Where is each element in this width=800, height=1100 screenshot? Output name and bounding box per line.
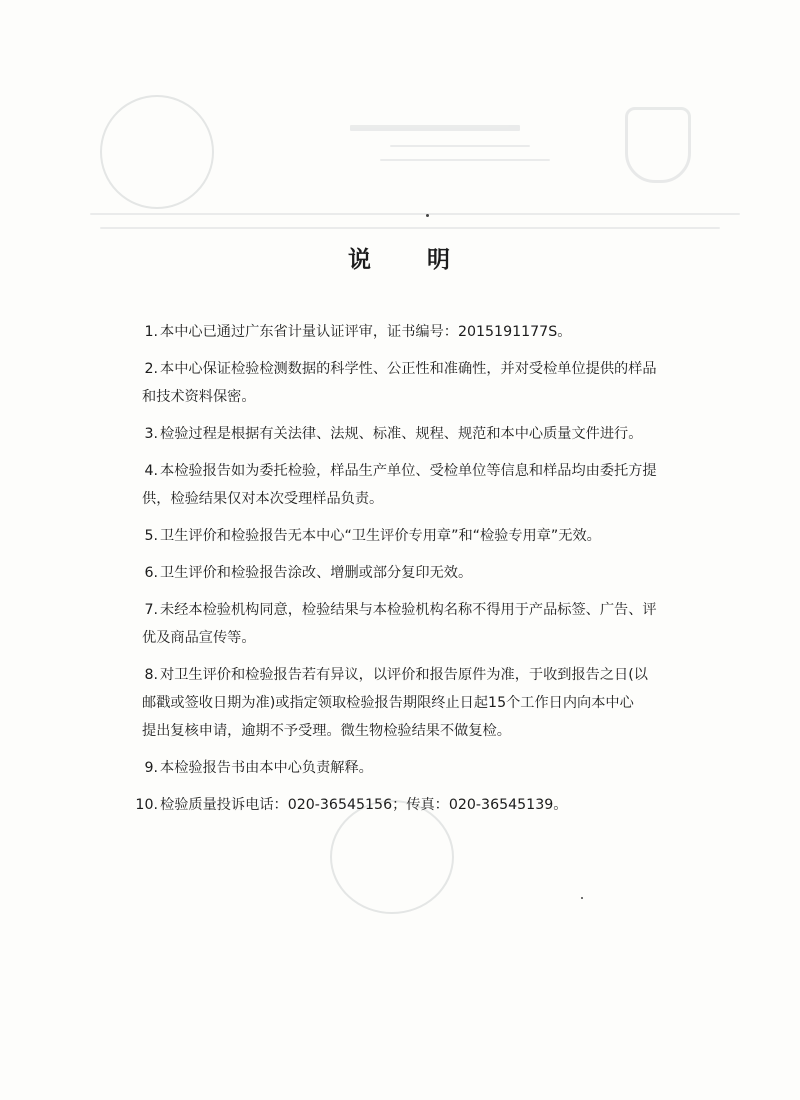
item-number: 3. — [144, 426, 158, 442]
list-item — [138, 596, 698, 652]
item-line: 供，检验结果仅对本次受理样品负责。 — [142, 491, 384, 507]
item-line: 卫生评价和检验报告无本中心“卫生评价专用章”和“检验专用章”无效。 — [160, 528, 601, 544]
page-title — [0, 241, 800, 274]
paper-speck — [426, 214, 429, 217]
item-line: 本中心已通过广东省计量认证评审，证书编号：2015191177S。 — [160, 324, 572, 340]
item-text — [160, 791, 698, 819]
item-text — [160, 522, 698, 550]
item-number: 9. — [144, 760, 158, 776]
emblem-icon — [625, 107, 691, 183]
list-item — [135, 791, 698, 819]
item-line: 本检验报告书由本中心负责解释。 — [160, 760, 373, 776]
list-item — [138, 457, 698, 513]
item-number: 7. — [144, 602, 158, 618]
item-number: 6. — [144, 565, 158, 581]
item-text — [160, 318, 698, 346]
item-line: 和技术资料保密。 — [142, 389, 256, 405]
item-text — [142, 355, 698, 411]
bleed-through-header — [90, 95, 740, 245]
item-number: 5. — [144, 528, 158, 544]
item-text — [160, 754, 698, 782]
title-char: 说 — [348, 247, 373, 274]
item-number: 2. — [144, 361, 158, 377]
item-line: 对卫生评价和检验报告若有异议，以评价和报告原件为准，于收到报告之日(以 — [160, 667, 648, 683]
notes-list — [135, 318, 698, 828]
title-char: 明 — [427, 247, 452, 274]
item-text — [142, 661, 698, 745]
item-line: 检验过程是根据有关法律、法规、标准、规程、规范和本中心质量文件进行。 — [160, 426, 643, 442]
item-number: 8. — [144, 667, 158, 683]
item-text — [142, 596, 698, 652]
item-line: 本检验报告如为委托检验，样品生产单位、受检单位等信息和样品均由委托方提 — [160, 463, 657, 479]
item-text — [142, 457, 698, 513]
list-item — [138, 661, 698, 745]
item-text — [160, 559, 698, 587]
paper-speck — [581, 897, 583, 899]
list-item — [138, 522, 698, 550]
list-item — [138, 355, 698, 411]
list-item — [138, 559, 698, 587]
item-line: 本中心保证检验检测数据的科学性、公正性和准确性，并对受检单位提供的样品 — [160, 361, 657, 377]
list-item — [138, 318, 698, 346]
item-text — [160, 420, 698, 448]
item-number: 1. — [144, 324, 158, 340]
item-line: 未经本检验机构同意，检验结果与本检验机构名称不得用于产品标签、广告、评 — [160, 602, 657, 618]
item-line: 优及商品宣传等。 — [142, 630, 256, 646]
item-line: 检验质量投诉电话：020-36545156；传真：020-36545139。 — [160, 797, 568, 813]
stamp-bleed-circle — [100, 95, 214, 209]
list-item — [138, 754, 698, 782]
item-line: 邮戳或签收日期为准)或指定领取检验报告期限终止日起15个工作日内向本中心 — [142, 695, 634, 711]
item-number: 4. — [144, 463, 158, 479]
item-number: 10. — [135, 797, 158, 813]
item-line: 卫生评价和检验报告涂改、增删或部分复印无效。 — [160, 565, 473, 581]
item-line: 提出复核申请，逾期不予受理。微生物检验结果不做复检。 — [142, 723, 511, 739]
list-item — [138, 420, 698, 448]
